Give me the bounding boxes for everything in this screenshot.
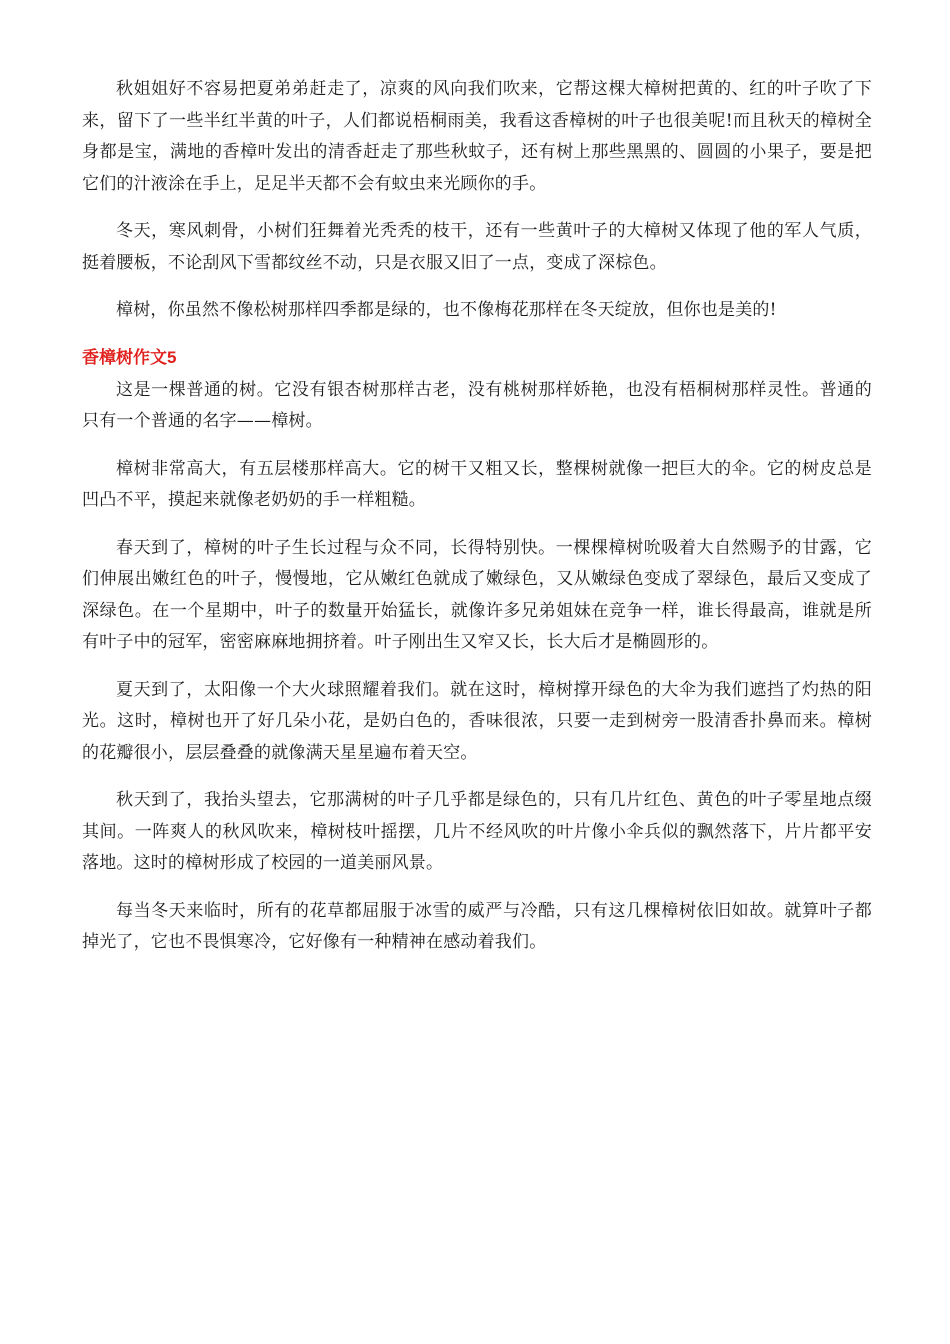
paragraph-winter-2: 每当冬天来临时，所有的花草都屈服于冰雪的威严与冷酷，只有这几棵樟树依旧如故。就算叶子都掉光了，它也不畏惧寒冷，它好像有一种精神在感动着我们。: [82, 900, 872, 952]
paragraph-conclusion: 樟树，你虽然不像松树那样四季都是绿的，也不像梅花那样在冬天绽放，但你也是美的!: [116, 300, 777, 320]
document-page: [82, 74, 872, 975]
paragraph-winter: 冬天，寒风刺骨，小树们狂舞着光秃秃的枝干，还有一些黄叶子的大樟树又体现了他的军人气质，挺着腰板，不论刮风下雪都纹丝不动，只是衣服又旧了一点，变成了深棕色。: [82, 221, 872, 273]
essay-heading: 香樟树作文5: [82, 347, 177, 367]
paragraph-summer: 夏天到了，太阳像一个大火球照耀着我们。就在这时，樟树撑开绿色的大伞为我们遮挡了灼热的阳光。这时，樟树也开了好几朵小花，是奶白色的，香味很浓，只要一走到树旁一股清香扑鼻而来。樟树的花瓣很小，层层叠叠的就像满天星星遍布着天空。: [82, 679, 872, 763]
paragraph-intro: 这是一棵普通的树。它没有银杏树那样古老，没有桃树那样娇艳，也没有梧桐树那样灵性。普通的只有一个普通的名字——樟树。: [82, 379, 872, 431]
paragraph-spring: 春天到了，樟树的叶子生长过程与众不同，长得特别快。一棵棵樟树吮吸着大自然赐予的甘露，它们伸展出嫩红色的叶子，慢慢地，它从嫩红色就成了嫩绿色，又从嫩绿色变成了翠绿色，最后又变成了深绿色。在一个星期中，叶子的数量开始猛长，就像许多兄弟姐妹在竞争一样，谁长得最高，谁就是所有叶子中的冠军，密密麻麻地拥挤着。叶子刚出生又窄又长，长大后才是椭圆形的。: [82, 537, 872, 652]
paragraph-appearance: 樟树非常高大，有五层楼那样高大。它的树干又粗又长，整棵树就像一把巨大的伞。它的树皮总是凹凸不平，摸起来就像老奶奶的手一样粗糙。: [82, 458, 872, 510]
paragraph-autumn-2: 秋天到了，我抬头望去，它那满树的叶子几乎都是绿色的，只有几片红色、黄色的叶子零星地点缀其间。一阵爽人的秋风吹来，樟树枝叶摇摆，几片不经风吹的叶片像小伞兵似的飘然落下，片片都平安落地。这时的樟树形成了校园的一道美丽风景。: [82, 790, 872, 873]
paragraph-autumn: 秋姐姐好不容易把夏弟弟赶走了，凉爽的风向我们吹来，它帮这棵大樟树把黄的、红的叶子吹了下来，留下了一些半红半黄的叶子，人们都说梧桐雨美，我看这香樟树的叶子也很美呢!而且秋天的樟树全身都是宝，满地的香樟叶发出的清香赶走了那些秋蚊子，还有树上那些黑黑的、圆圆的小果子，要是把它们的汁液涂在手上，足足半天都不会有蚊虫来光顾你的手。: [82, 79, 872, 194]
